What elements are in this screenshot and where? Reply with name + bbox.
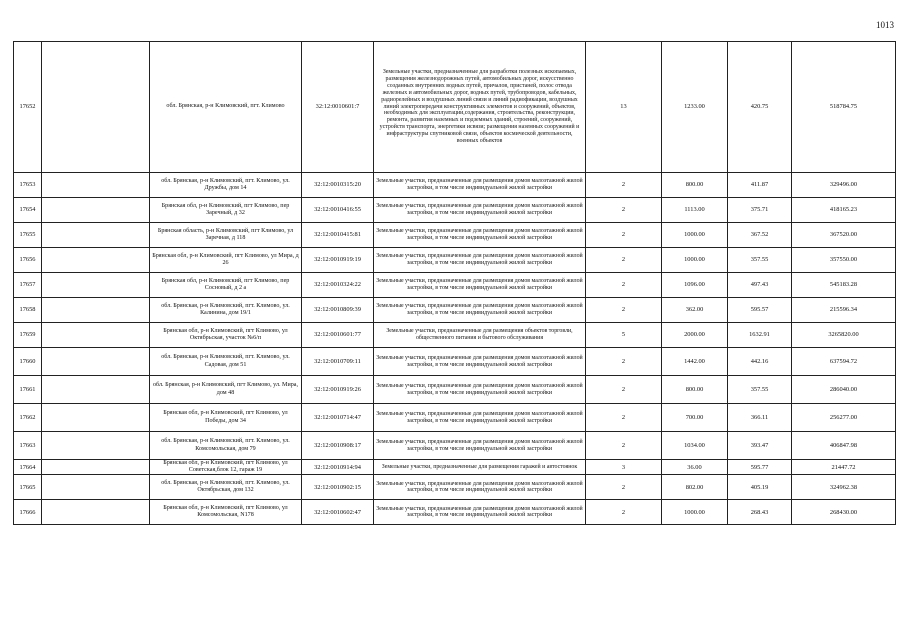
specific-value-cell: 405.19 — [728, 475, 792, 500]
land-use-cell: Земельные участки, предназначенные для размещения домов малоэтажной жилой застройки, в том числе индивидуальной жилой застройки — [374, 273, 586, 298]
address-cell: Брянская обл, р-н Климовский, пгт Климово, пер Сосновый, д 2 а — [150, 273, 302, 298]
land-use-cell: Земельные участки, предназначенные для размещения домов малоэтажной жилой застройки, в том числе индивидуальной жилой застройки — [374, 376, 586, 404]
address-cell: Брянская область, р-н Климовский, пгт Климово, ул Заречная, д 118 — [150, 223, 302, 248]
land-use-code-cell: 2 — [586, 376, 662, 404]
cadastral-number-cell: 32:12:0010919:19 — [302, 248, 374, 273]
land-use-cell: Земельные участки, предназначенные для размещения домов малоэтажной жилой застройки, в том числе индивидуальной жилой застройки — [374, 475, 586, 500]
land-use-code-cell: 2 — [586, 173, 662, 198]
table-row — [14, 475, 896, 500]
area-cell: 1113.00 — [662, 198, 728, 223]
row-number: 17656 — [14, 248, 42, 273]
address-cell: обл. Брянская, р-н Климовский, пгт. Климово, ул. Комсомольская, дом 79 — [150, 432, 302, 460]
table-row — [14, 500, 896, 525]
row-number: 17661 — [14, 376, 42, 404]
land-use-cell: Земельные участки, предназначенные для размещения домов малоэтажной жилой застройки, в том числе индивидуальной жилой застройки — [374, 500, 586, 525]
land-use-cell: Земельные участки, предназначенные для размещения домов малоэтажной жилой застройки, в том числе индивидуальной жилой застройки — [374, 298, 586, 323]
area-cell: 800.00 — [662, 376, 728, 404]
land-use-code-cell: 2 — [586, 223, 662, 248]
cadastral-value-cell: 3265820.00 — [792, 323, 896, 348]
specific-value-cell: 357.55 — [728, 376, 792, 404]
specific-value-cell: 268.43 — [728, 500, 792, 525]
specific-value-cell: 595.77 — [728, 460, 792, 475]
row-number: 17660 — [14, 348, 42, 376]
address-cell: Брянская обл, р-н Климовский, пгт Климово, ул Октябрьская, участок №6/п — [150, 323, 302, 348]
blank-cell — [42, 432, 150, 460]
land-use-cell: Земельные участки, предназначенные для размещения домов малоэтажной жилой застройки, в том числе индивидуальной жилой застройки — [374, 173, 586, 198]
cadastral-number-cell: 32:12:0010914:94 — [302, 460, 374, 475]
table-row — [14, 298, 896, 323]
table-row — [14, 404, 896, 432]
address-cell: обл. Брянская, р-н Климовский, пгт. Климово, ул. Дружбы, дом 14 — [150, 173, 302, 198]
table-row — [14, 273, 896, 298]
cadastral-value-cell: 324962.38 — [792, 475, 896, 500]
area-cell: 1034.00 — [662, 432, 728, 460]
row-number: 17657 — [14, 273, 42, 298]
table-row — [14, 348, 896, 376]
specific-value-cell: 411.87 — [728, 173, 792, 198]
area-cell: 1096.00 — [662, 273, 728, 298]
row-number: 17652 — [14, 42, 42, 173]
blank-cell — [42, 323, 150, 348]
area-cell: 1000.00 — [662, 223, 728, 248]
cadastral-value-cell: 329496.00 — [792, 173, 896, 198]
specific-value-cell: 420.75 — [728, 42, 792, 173]
blank-cell — [42, 223, 150, 248]
cadastral-number-cell: 32:12:0010315:20 — [302, 173, 374, 198]
table-row — [14, 42, 896, 173]
table-row — [14, 376, 896, 404]
address-cell: Брянская обл, р-н Климовский, пгт Климово, ул Мира, д 26 — [150, 248, 302, 273]
specific-value-cell: 367.52 — [728, 223, 792, 248]
land-use-cell: Земельные участки, предназначенные для размещения домов малоэтажной жилой застройки, в том числе индивидуальной жилой застройки — [374, 432, 586, 460]
row-number: 17654 — [14, 198, 42, 223]
land-use-cell: Земельные участки, предназначенные для размещения домов малоэтажной жилой застройки, в том числе индивидуальной жилой застройки — [374, 348, 586, 376]
cadastral-number-cell: 32:12:0010601:77 — [302, 323, 374, 348]
row-number: 17663 — [14, 432, 42, 460]
land-use-code-cell: 2 — [586, 248, 662, 273]
area-cell: 802.00 — [662, 475, 728, 500]
area-cell: 362.00 — [662, 298, 728, 323]
specific-value-cell: 357.55 — [728, 248, 792, 273]
cadastral-number-cell: 32:12:0010902:15 — [302, 475, 374, 500]
land-use-code-cell: 5 — [586, 323, 662, 348]
cadastral-value-cell: 256277.00 — [792, 404, 896, 432]
cadastral-value-cell: 545183.28 — [792, 273, 896, 298]
row-number: 17658 — [14, 298, 42, 323]
cadastral-value-cell: 367520.00 — [792, 223, 896, 248]
land-use-code-cell: 2 — [586, 404, 662, 432]
blank-cell — [42, 404, 150, 432]
specific-value-cell: 442.16 — [728, 348, 792, 376]
area-cell: 1233.00 — [662, 42, 728, 173]
cadastral-value-cell: 268430.00 — [792, 500, 896, 525]
table-row — [14, 173, 896, 198]
land-use-cell: Земельные участки, предназначенные для размещения объектов торговли, общественного питания и бытового обслуживания — [374, 323, 586, 348]
land-registry-table — [13, 41, 896, 525]
cadastral-number-cell: 32:12:0010709:11 — [302, 348, 374, 376]
land-use-code-cell: 2 — [586, 475, 662, 500]
area-cell: 800.00 — [662, 173, 728, 198]
blank-cell — [42, 248, 150, 273]
cadastral-value-cell: 215596.34 — [792, 298, 896, 323]
cadastral-number-cell: 32:12:0010601:7 — [302, 42, 374, 173]
cadastral-value-cell: 21447.72 — [792, 460, 896, 475]
blank-cell — [42, 500, 150, 525]
area-cell: 1000.00 — [662, 500, 728, 525]
address-cell: Брянская обл, р-н Климовский, пгт Климово, ул Победы, дом 34 — [150, 404, 302, 432]
specific-value-cell: 393.47 — [728, 432, 792, 460]
blank-cell — [42, 173, 150, 198]
table-row — [14, 323, 896, 348]
table-row — [14, 223, 896, 248]
cadastral-number-cell: 32:12:0010416:55 — [302, 198, 374, 223]
area-cell: 1000.00 — [662, 248, 728, 273]
address-cell: обл. Брянская, р-н Климовский, пгт. Климово, ул. Садовая, дом 51 — [150, 348, 302, 376]
row-number: 17666 — [14, 500, 42, 525]
row-number: 17653 — [14, 173, 42, 198]
cadastral-number-cell: 32:12:0010809:39 — [302, 298, 374, 323]
area-cell: 700.00 — [662, 404, 728, 432]
row-number: 17665 — [14, 475, 42, 500]
table-row — [14, 198, 896, 223]
cadastral-number-cell: 32:12:0010324:22 — [302, 273, 374, 298]
land-use-cell: Земельные участки, предназначенные для размещения домов малоэтажной жилой застройки, в том числе индивидуальной жилой застройки — [374, 404, 586, 432]
cadastral-value-cell: 286040.00 — [792, 376, 896, 404]
cadastral-number-cell: 32:12:0010415:81 — [302, 223, 374, 248]
land-use-code-cell: 2 — [586, 348, 662, 376]
cadastral-value-cell: 406847.98 — [792, 432, 896, 460]
land-use-code-cell: 2 — [586, 198, 662, 223]
address-cell: Брянская обл, р-н Климовский, пгт Климово, ул Советская,блок 12, гараж 19 — [150, 460, 302, 475]
land-use-code-cell: 3 — [586, 460, 662, 475]
cadastral-number-cell: 32:12:0010908:17 — [302, 432, 374, 460]
blank-cell — [42, 348, 150, 376]
row-number: 17664 — [14, 460, 42, 475]
specific-value-cell: 1632.91 — [728, 323, 792, 348]
table-row — [14, 432, 896, 460]
land-use-cell: Земельные участки, предназначенные для размещения гаражей и автостоянок — [374, 460, 586, 475]
table-row — [14, 248, 896, 273]
address-cell: Брянская обл, р-н Климовский, пгт Климово, пер Заречный, д 32 — [150, 198, 302, 223]
cadastral-value-cell: 357550.00 — [792, 248, 896, 273]
page-number: 1013 — [876, 20, 894, 30]
area-cell: 1442.00 — [662, 348, 728, 376]
land-use-cell: Земельные участки, предназначенные для размещения домов малоэтажной жилой застройки, в том числе индивидуальной жилой застройки — [374, 223, 586, 248]
cadastral-number-cell: 32:12:0010602:47 — [302, 500, 374, 525]
address-cell: Брянская обл, р-н Климовский, пгт Климово, ул Комсомольская, N178 — [150, 500, 302, 525]
row-number: 17662 — [14, 404, 42, 432]
land-use-code-cell: 13 — [586, 42, 662, 173]
address-cell: обл. Брянская, р-н Климовский, пгт. Климово, ул. Октябрьская, дом 132 — [150, 475, 302, 500]
cadastral-value-cell: 418165.23 — [792, 198, 896, 223]
land-use-code-cell: 2 — [586, 432, 662, 460]
row-number: 17659 — [14, 323, 42, 348]
blank-cell — [42, 198, 150, 223]
specific-value-cell: 366.11 — [728, 404, 792, 432]
land-use-code-cell: 2 — [586, 500, 662, 525]
address-cell: обл. Брянская, р-н Климовский, пгт. Климово, ул. Калинина, дом 19/1 — [150, 298, 302, 323]
blank-cell — [42, 273, 150, 298]
specific-value-cell: 375.71 — [728, 198, 792, 223]
table-row — [14, 460, 896, 475]
blank-cell — [42, 298, 150, 323]
address-cell: обл. Брянская, р-н Климовский, пгт Климово, ул. Мира, дом 48 — [150, 376, 302, 404]
specific-value-cell: 595.57 — [728, 298, 792, 323]
land-use-code-cell: 2 — [586, 273, 662, 298]
land-use-cell: Земельные участки, предназначенные для размещения домов малоэтажной жилой застройки, в том числе индивидуальной жилой застройки — [374, 248, 586, 273]
cadastral-number-cell: 32:12:0010919:26 — [302, 376, 374, 404]
blank-cell — [42, 42, 150, 173]
area-cell: 2000.00 — [662, 323, 728, 348]
blank-cell — [42, 460, 150, 475]
land-use-code-cell: 2 — [586, 298, 662, 323]
cadastral-value-cell: 637594.72 — [792, 348, 896, 376]
cadastral-value-cell: 518784.75 — [792, 42, 896, 173]
cadastral-number-cell: 32:12:0010714:47 — [302, 404, 374, 432]
land-use-cell: Земельные участки, предназначенные для размещения домов малоэтажной жилой застройки, в том числе индивидуальной жилой застройки — [374, 198, 586, 223]
blank-cell — [42, 475, 150, 500]
blank-cell — [42, 376, 150, 404]
address-cell: обл. Брянская, р-н Климовский, пгт. Климово — [150, 42, 302, 173]
specific-value-cell: 497.43 — [728, 273, 792, 298]
row-number: 17655 — [14, 223, 42, 248]
area-cell: 36.00 — [662, 460, 728, 475]
land-use-cell: Земельные участки, предназначенные для разработки полезных ископаемых, размещения железнодорожных путей, автомобильных дорог, искусственно созданных внутренних водных путей, причалов, пристаней, полос отвода железных и автомобильных дорог, водных путей, трубопроводов, кабельных, радиорелейных и воздушных линий связи и линий радиофикации, воздушных линий электропередачи конструктивных элементов и сооружений, объектов, необходимых для эксплуатации,содержания, строительства, реконструкции, ремонта, развития наземных и подземных зданий, строений, сооружений, устройств транспорта, энергетики исвязи; размещения наземных сооружений и инфраструктуры спутниковой связи, объектов космической деятельности, военных объектов — [374, 42, 586, 173]
